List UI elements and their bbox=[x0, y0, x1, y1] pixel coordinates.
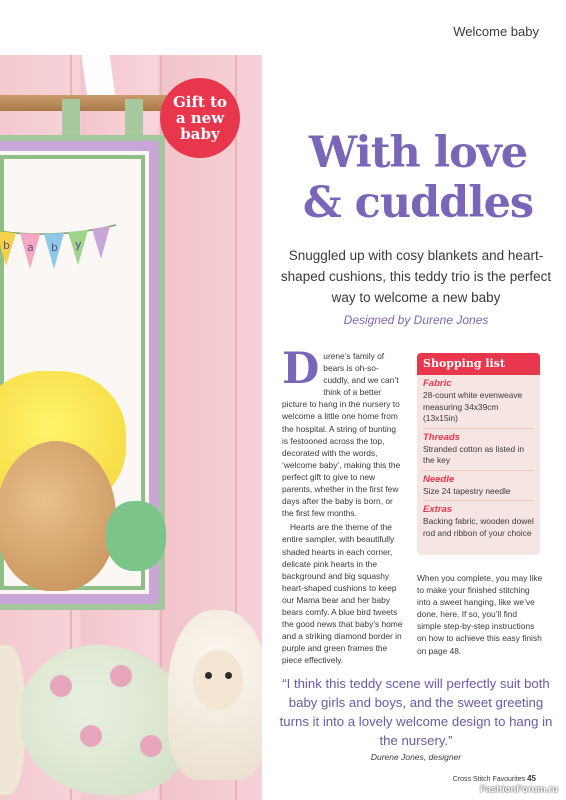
title-line: & cuddles bbox=[302, 178, 534, 228]
shopping-item-label: Fabric bbox=[423, 378, 452, 389]
gift-badge bbox=[160, 78, 240, 158]
shopping-item bbox=[417, 471, 540, 502]
green-heart-cushion bbox=[106, 501, 166, 571]
watermark: FashionForum.ru bbox=[479, 784, 558, 795]
shopping-list-heading: Shopping list bbox=[417, 353, 540, 375]
page-footer bbox=[453, 774, 536, 783]
shopping-item bbox=[417, 429, 540, 471]
bunting-letter: y bbox=[75, 238, 82, 251]
badge-line: Gift to bbox=[172, 93, 228, 111]
shopping-item-value: 28-count white evenweave measuring 34x39cm (13x15in) bbox=[423, 390, 534, 429]
bunting-letter: b bbox=[51, 241, 58, 254]
cross-stitch-sampler bbox=[0, 135, 165, 610]
shopping-list-box bbox=[417, 353, 540, 555]
shopping-item-label: Extras bbox=[423, 504, 453, 515]
badge-line: baby bbox=[180, 125, 220, 143]
title-line: With love bbox=[308, 128, 528, 178]
shopping-item-value: Stranded cotton as listed in the key bbox=[423, 444, 534, 471]
body-paragraph: Hearts are the theme of the entire sampler, with beautifully shaded hearts in each corner, delicate pink hearts in the background and big squashy heart-shaped cushions to keep our Mama bear and her baby bears comfy. A blue bird tweets the good news that baby’s home and a striking diamond border in purple and green frames the piece effectively. bbox=[282, 522, 403, 666]
heart-pillow bbox=[20, 645, 190, 795]
shopping-item-value: Backing fabric, wooden dowel rod and ribbon of your choice bbox=[423, 516, 534, 538]
section-header: Welcome baby bbox=[453, 24, 539, 39]
body-paragraph: urene’s family of bears is oh-so-cuddly, and we can’t think of a better picture to hang in the nursery to welcome a little one home from the hospital. A string of bunting is festooned across the top, decorated with the words, ‘welcome baby’, making this the perfect gift to give to new parents, whether in the first few days after the baby is born, or the first few months. bbox=[282, 351, 401, 519]
standfirst: Snuggled up with cosy blankets and heart-shaped cushions, this teddy trio is the perfect way to welcome a new baby bbox=[280, 248, 552, 305]
quote-attribution: Durene Jones, designer bbox=[370, 752, 462, 762]
body-paragraph: When you complete, you may like to make your finished stitching into a sweet hanging, like we’ve done, here. If so, you’ll find simple step-by-step instructions on how to achieve this easy finish on page 48. bbox=[417, 573, 543, 656]
bunting-letter: b bbox=[3, 239, 10, 252]
dowel-rod bbox=[0, 95, 180, 111]
badge-line: a new bbox=[175, 109, 225, 127]
bunting-letter: a bbox=[27, 241, 34, 254]
body-text bbox=[282, 344, 404, 666]
shopping-item bbox=[417, 501, 540, 542]
drop-cap: D bbox=[282, 344, 320, 394]
pull-quote: “I think this teddy scene will perfectly suit both baby girls and boys, and the sweet greeting turns it into a lovely welcome design to hang in the nursery.” bbox=[279, 676, 553, 748]
bunting bbox=[0, 221, 116, 281]
magazine-name: Cross Stitch Favourites bbox=[452, 776, 526, 783]
designer-credit: Designed by Durene Jones bbox=[343, 313, 489, 327]
shopping-item-label: Threads bbox=[423, 431, 460, 443]
teddy-bear bbox=[0, 441, 116, 591]
toy-sheep bbox=[168, 610, 262, 780]
page-number: 45 bbox=[527, 774, 536, 783]
sampler-photo bbox=[0, 55, 262, 800]
shopping-item-label: Needle bbox=[423, 473, 455, 485]
shopping-item bbox=[417, 375, 540, 429]
page-title bbox=[288, 128, 548, 228]
shopping-item-value: Size 24 tapestry needle bbox=[423, 486, 534, 502]
